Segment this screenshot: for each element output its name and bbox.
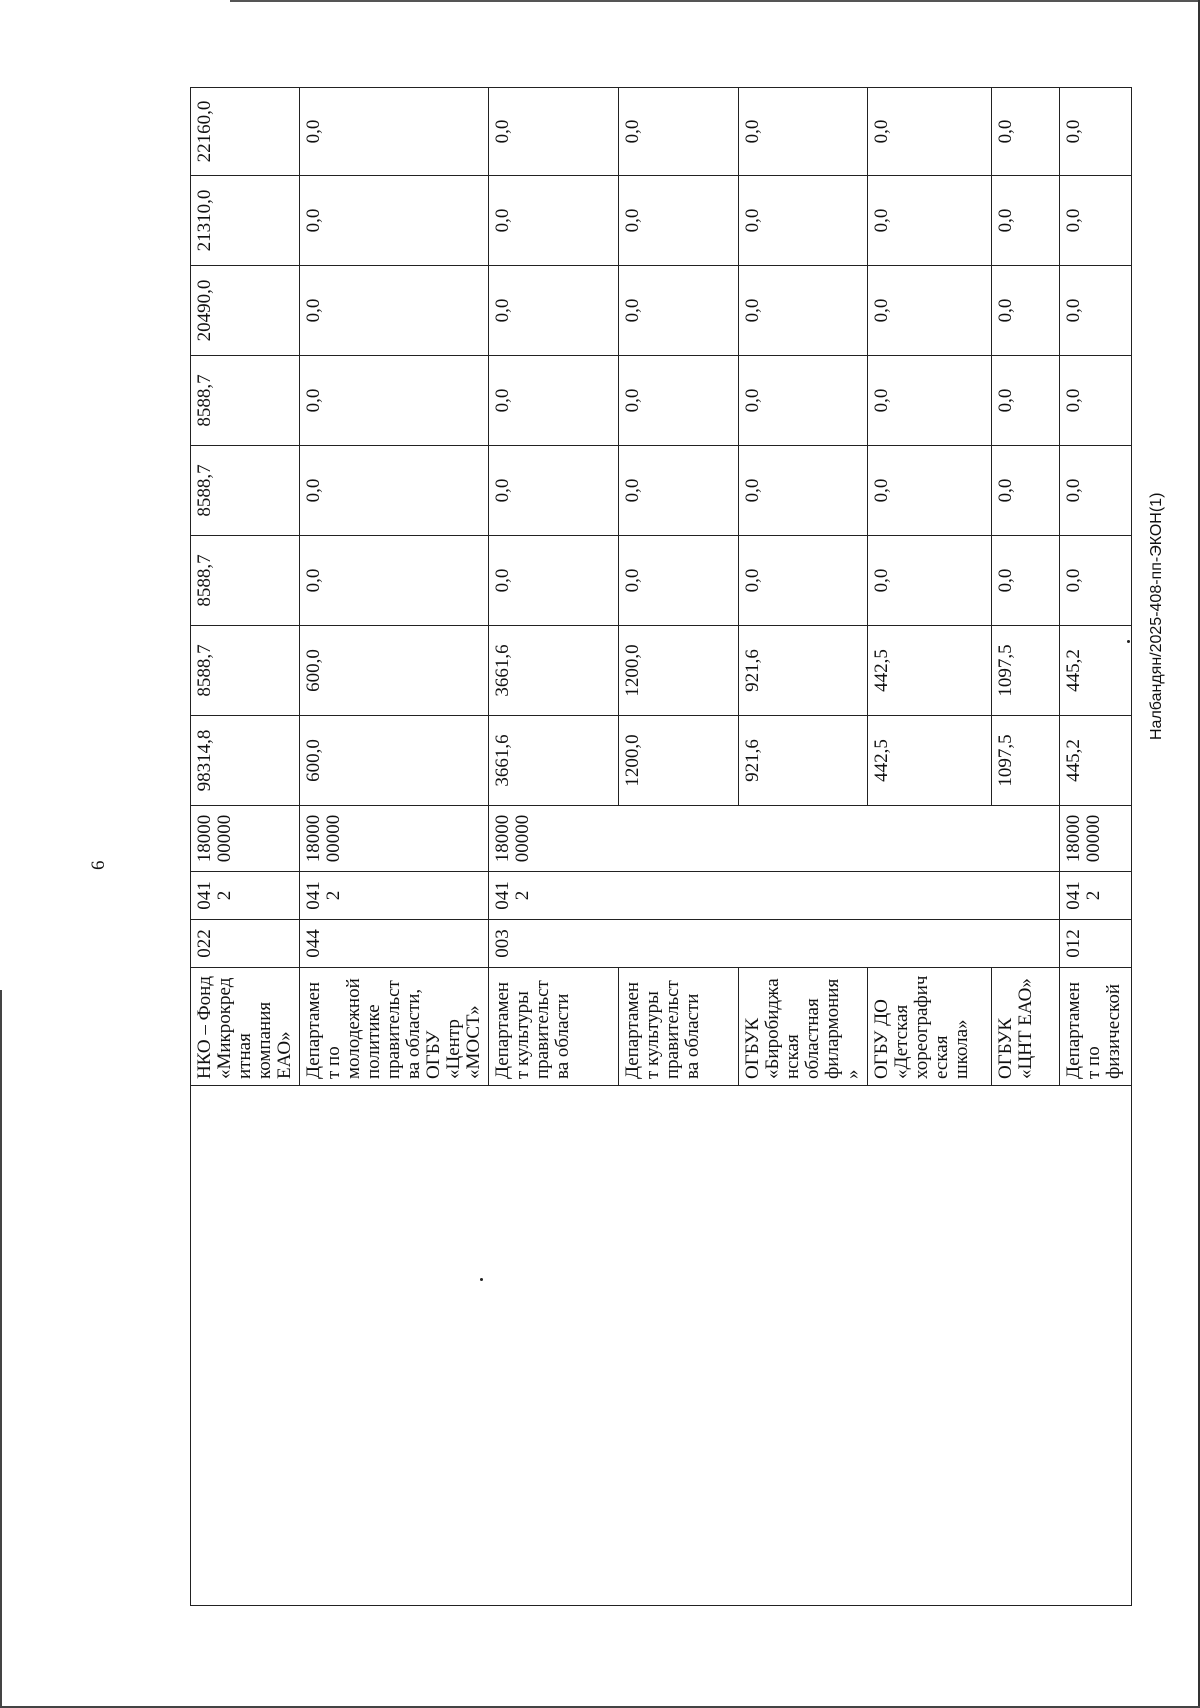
section-code: 0412 [300,872,489,920]
amount-year-6: 0,0 [992,176,1060,266]
amount-year-1: 445,2 [1060,626,1132,716]
amount-total: 3661,6 [489,716,619,806]
amount-year-6: 0,0 [739,176,868,266]
grbs-code [868,920,992,968]
budget-table-rotated [190,100,1124,1606]
amount-year-6: 0,0 [489,176,619,266]
amount-year-2: 0,0 [739,536,868,626]
amount-year-7: 0,0 [619,88,739,176]
amount-year-3: 0,0 [739,446,868,536]
amount-year-1: 1097,5 [992,626,1060,716]
document-code: Налбандян/2025-408-пп-ЭКОН(1) [1148,492,1165,740]
target-code [739,806,868,872]
section-code: 0412 [1060,872,1132,920]
amount-year-7: 22160,0 [191,88,300,176]
amount-year-6: 0,0 [868,176,992,266]
amount-year-7: 0,0 [489,88,619,176]
amount-year-4: 0,0 [1060,356,1132,446]
target-code [868,806,992,872]
scan-edge-top [230,0,1200,2]
table-row [191,88,300,1606]
grbs-code: 044 [300,920,489,968]
amount-year-3: 0,0 [619,446,739,536]
amount-year-4: 0,0 [489,356,619,446]
amount-total: 442,5 [868,716,992,806]
amount-year-6: 0,0 [619,176,739,266]
target-code [619,806,739,872]
amount-year-7: 0,0 [1060,88,1132,176]
amount-year-4: 0,0 [300,356,489,446]
section-code [739,872,868,920]
recipient-name: Департамент по молодежной политике правительства области, ОГБУ «Центр «МОСТ» [300,968,489,1086]
amount-total: 445,2 [1060,716,1132,806]
amount-year-6: 0,0 [300,176,489,266]
amount-year-4: 8588,7 [191,356,300,446]
grbs-code [619,920,739,968]
amount-total: 921,6 [739,716,868,806]
amount-year-2: 0,0 [619,536,739,626]
recipient-name: Департамент культуры правительства области [489,968,619,1086]
target-code: 1800000000 [1060,806,1132,872]
amount-year-5: 0,0 [868,266,992,356]
recipient-name: ОГБУК «ЦНТ ЕАО» [992,968,1060,1086]
grbs-code [992,920,1060,968]
target-code: 1800000000 [191,806,300,872]
section-code [868,872,992,920]
target-code: 1800000000 [489,806,619,872]
amount-total: 98314,8 [191,716,300,806]
recipient-name: ОГБУК «Биробиджанская областная филармония» [739,968,868,1086]
amount-year-1: 921,6 [739,626,868,716]
amount-year-4: 0,0 [619,356,739,446]
section-code: 0412 [489,872,619,920]
amount-year-2: 8588,7 [191,536,300,626]
amount-year-1: 8588,7 [191,626,300,716]
amount-year-5: 20490,0 [191,266,300,356]
amount-year-4: 0,0 [868,356,992,446]
amount-year-6: 0,0 [1060,176,1132,266]
amount-year-1: 600,0 [300,626,489,716]
section-code [619,872,739,920]
amount-year-1: 1200,0 [619,626,739,716]
recipient-name: Департамент по физической [1060,968,1132,1086]
amount-year-7: 0,0 [992,88,1060,176]
grbs-code: 022 [191,920,300,968]
amount-year-4: 0,0 [992,356,1060,446]
amount-year-1: 3661,6 [489,626,619,716]
amount-year-5: 0,0 [489,266,619,356]
amount-year-7: 0,0 [300,88,489,176]
amount-year-1: 442,5 [868,626,992,716]
scan-edge-left [0,990,2,1708]
target-code [992,806,1060,872]
section-code: 0412 [191,872,300,920]
amount-year-3: 0,0 [1060,446,1132,536]
amount-year-2: 0,0 [1060,536,1132,626]
amount-year-6: 21310,0 [191,176,300,266]
amount-year-3: 0,0 [300,446,489,536]
grbs-code: 012 [1060,920,1132,968]
amount-year-5: 0,0 [739,266,868,356]
amount-year-5: 0,0 [992,266,1060,356]
amount-year-5: 0,0 [300,266,489,356]
grbs-code: 003 [489,920,619,968]
target-code: 1800000000 [300,806,489,872]
amount-year-3: 0,0 [868,446,992,536]
section-code [992,872,1060,920]
recipient-name: ОГБУ ДО «Детская хореографическая школа» [868,968,992,1086]
amount-year-5: 0,0 [1060,266,1132,356]
amount-year-7: 0,0 [739,88,868,176]
amount-year-4: 0,0 [739,356,868,446]
amount-total: 1200,0 [619,716,739,806]
empty-left-cell [191,1086,1132,1606]
amount-year-2: 0,0 [489,536,619,626]
amount-year-3: 0,0 [489,446,619,536]
amount-year-7: 0,0 [868,88,992,176]
amount-total: 600,0 [300,716,489,806]
amount-year-2: 0,0 [992,536,1060,626]
amount-year-2: 0,0 [868,536,992,626]
amount-total: 1097,5 [992,716,1060,806]
amount-year-2: 0,0 [300,536,489,626]
page-number: 6 [88,860,109,870]
grbs-code [739,920,868,968]
budget-table [190,87,1132,1606]
recipient-name: Департамент культуры правительства области [619,968,739,1086]
amount-year-3: 0,0 [992,446,1060,536]
amount-year-3: 8588,7 [191,446,300,536]
recipient-name: НКО – Фонд «Микрокредитная компания ЕАО» [191,968,300,1086]
amount-year-5: 0,0 [619,266,739,356]
